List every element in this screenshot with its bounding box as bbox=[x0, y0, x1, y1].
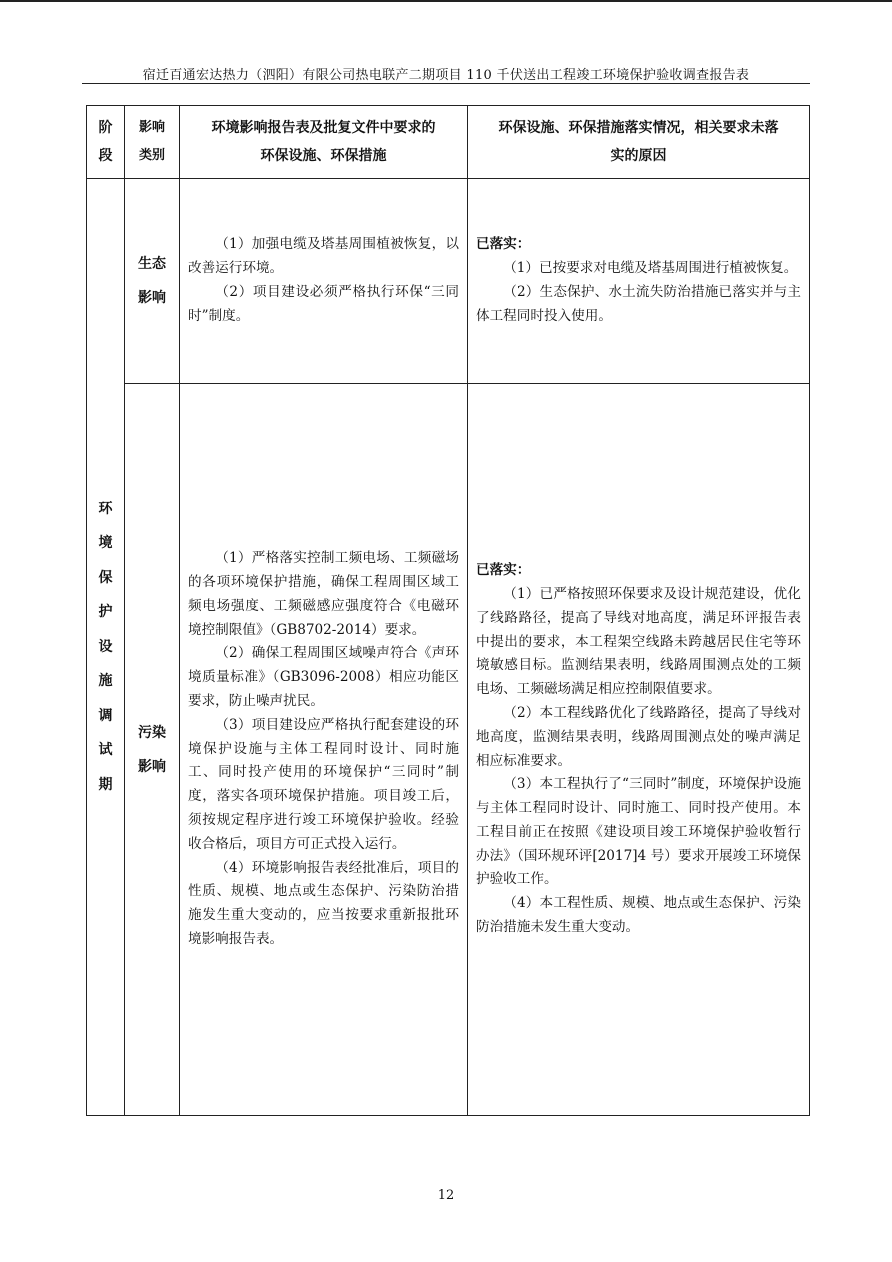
status-label: 已落实： bbox=[476, 562, 531, 579]
header-text-line: 环保设施、环保措施 bbox=[260, 148, 387, 164]
requirements-cell-pollution bbox=[180, 384, 468, 1116]
requirement-paragraph: （1）加强电缆及塔基周围植被恢复，以改善运行环境。 bbox=[188, 236, 459, 277]
header-text-line: 阶 bbox=[98, 120, 113, 136]
implementation-paragraph: （1）已严格按照环保要求及设计规范建设，优化了线路路径，提高了导线对地高度，满足环评报告表中提出的要求，本工程架空线路未跨越居民住宅等环境敏感目标。监测结果表明，线路周围测点处的工频电场、工频磁场满足相应控制限值要求。 bbox=[476, 585, 801, 698]
report-header-title: 宿迁百通宏达热力（泗阳）有限公司热电联产二期项目 110 千伏送出工程竣工环境保护验收调查报告表 bbox=[142, 68, 750, 83]
stage-char: 施 bbox=[98, 673, 113, 690]
table-header-row bbox=[87, 106, 810, 179]
requirement-paragraph: （2）项目建设必须严格执行环保“三同时”制度。 bbox=[188, 284, 459, 324]
stage-char: 期 bbox=[98, 776, 113, 793]
implementation-column-header bbox=[468, 106, 810, 179]
stage-char: 设 bbox=[98, 638, 113, 655]
requirement-paragraph: （4）环境影响报告表经批准后，项目的性质、规模、地点或生态保护、污染防治措施发生重大变动的，应当按要求重新报批环境影响报告表。 bbox=[188, 859, 459, 947]
category-text: 影响 bbox=[138, 290, 166, 306]
implementation-paragraph: （3）本工程执行了“三同时”制度，环境保护设施与主体工程同时设计、同时施工、同时投产使用。本工程目前正在按照《建设项目竣工环境保护验收暂行办法》（国环规环评[2017]4 号）要求开展竣工环境保护验收工作。 bbox=[476, 776, 801, 888]
header-text-line: 影响 bbox=[138, 120, 165, 135]
page-number: 12 bbox=[437, 1188, 455, 1203]
implementation-cell-ecological bbox=[468, 179, 810, 384]
requirement-paragraph: （1）严格落实控制工频电场、工频磁场的各项环境保护措施，确保工程周围区域工频电场强度、工频磁感应强度符合《电磁环境控制限值》（GB8702-2014）要求。 bbox=[188, 550, 459, 638]
category-cell-pollution bbox=[125, 384, 180, 1116]
header-text-line: 类别 bbox=[138, 148, 165, 163]
header-text-line: 环保设施、环保措施落实情况，相关要求未落 bbox=[498, 120, 779, 136]
header-text-line: 段 bbox=[98, 148, 113, 164]
header-divider bbox=[82, 83, 810, 84]
implementation-paragraph: （2）本工程线路优化了线路路径，提高了导线对地高度，监测结果表明，线路周围测点处的噪声满足相应标准要求。 bbox=[476, 704, 801, 769]
environmental-measures-table bbox=[86, 105, 810, 1116]
implementation-paragraph: （4）本工程性质、规模、地点或生态保护、污染防治措施未发生重大变动。 bbox=[476, 895, 801, 936]
stage-char: 境 bbox=[98, 535, 113, 552]
stage-column-header bbox=[87, 106, 125, 179]
top-border-line bbox=[0, 0, 892, 2]
requirement-paragraph: （3）项目建设应严格执行配套建设的环境保护设施与主体工程同时设计、同时施工、同时投产使用的环境保护“三同时”制度，落实各项环境保护措施。项目竣工后，须按规定程序进行竣工环境保护验收。经验收合格后，项目方可正式投入运行。 bbox=[188, 716, 459, 852]
requirements-cell-ecological bbox=[180, 179, 468, 384]
implementation-cell-pollution bbox=[468, 384, 810, 1116]
category-column-header bbox=[125, 106, 180, 179]
stage-char: 护 bbox=[98, 604, 113, 621]
header-text-line: 环境影响报告表及批复文件中要求的 bbox=[211, 120, 436, 136]
stage-char: 调 bbox=[98, 707, 113, 724]
stage-char: 保 bbox=[98, 569, 113, 586]
table-row-pollution bbox=[87, 384, 810, 1116]
category-text: 生态 bbox=[138, 256, 166, 272]
header-text-line: 实的原因 bbox=[610, 148, 667, 164]
requirements-column-header bbox=[180, 106, 468, 179]
status-label: 已落实： bbox=[476, 236, 531, 253]
category-text: 影响 bbox=[138, 758, 166, 775]
category-cell-ecological bbox=[125, 179, 180, 384]
implementation-paragraph: （2）生态保护、水土流失防治措施已落实并与主体工程同时投入使用。 bbox=[476, 284, 801, 324]
stage-char: 试 bbox=[98, 742, 113, 759]
stage-cell bbox=[87, 179, 125, 1116]
implementation-paragraph: （1）已按要求对电缆及塔基周围进行植被恢复。 bbox=[503, 260, 798, 277]
table-row-ecological bbox=[87, 179, 810, 384]
category-text: 污染 bbox=[138, 724, 166, 741]
requirement-paragraph: （2）确保工程周围区域噪声符合《声环境质量标准》（GB3096-2008）相应功能区要求，防止噪声扰民。 bbox=[188, 645, 459, 709]
stage-char: 环 bbox=[98, 500, 113, 517]
